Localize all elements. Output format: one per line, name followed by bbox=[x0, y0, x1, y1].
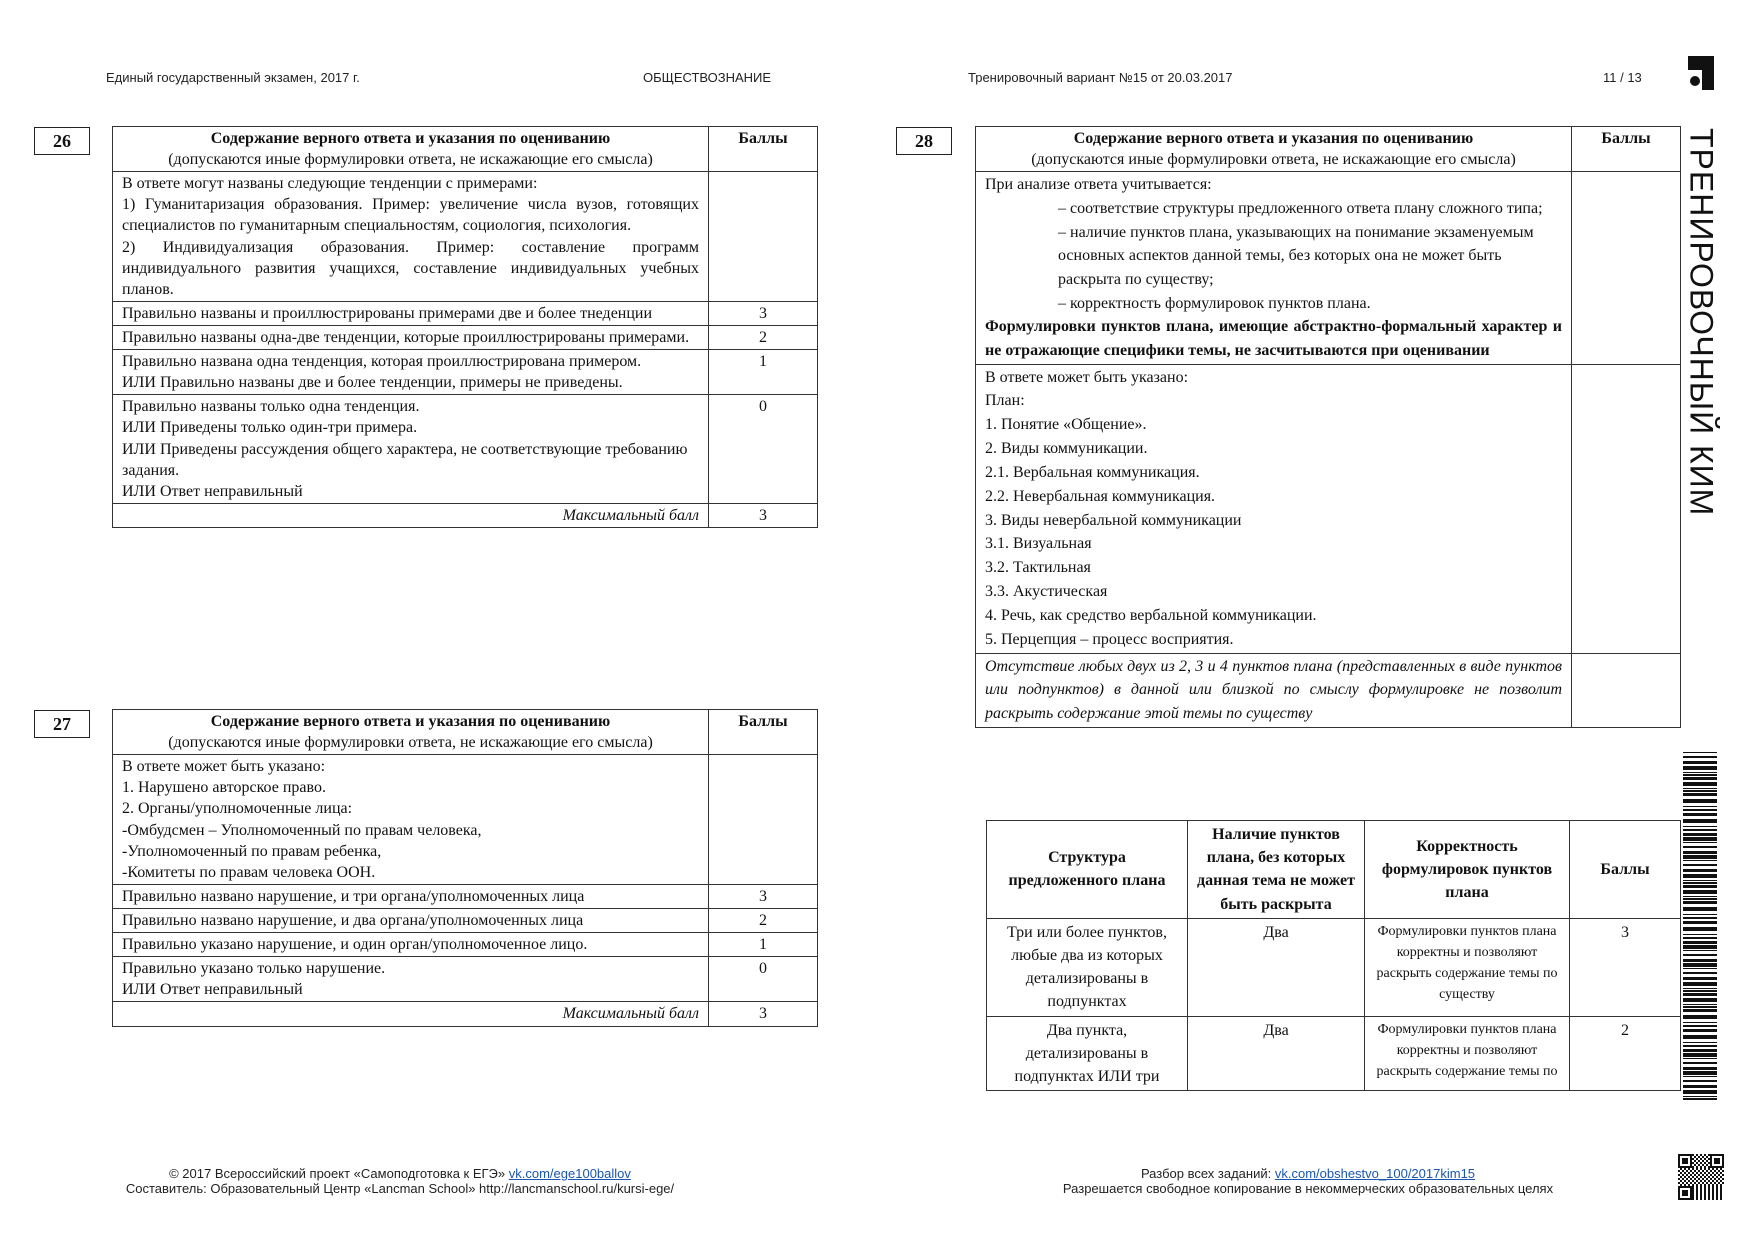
q26-table bbox=[112, 126, 818, 528]
criteria-line: Правильно указано нарушение, и один орган/уполномоченное лицо. bbox=[113, 933, 709, 957]
criteria-row bbox=[113, 395, 818, 504]
criteria-row bbox=[113, 957, 818, 1002]
answer-line: 2) Индивидуализация образования. Пример: составление программ индивидуального развития учащихся, составление индивидуальных учебных планов. bbox=[122, 238, 699, 298]
plan-line: 2.1. Вербальная коммуникация. bbox=[985, 463, 1200, 481]
max-row bbox=[113, 503, 818, 527]
question-number-28: 28 bbox=[896, 127, 952, 155]
grading-row bbox=[987, 918, 1681, 1016]
criteria-line: ИЛИ Приведены рассуждения общего характера, не соответствующие требованию задания. bbox=[122, 440, 688, 479]
header-points: Баллы bbox=[709, 127, 818, 172]
criteria-points: 2 bbox=[709, 325, 818, 349]
plan-line: 2.2. Невербальная коммуникация. bbox=[985, 487, 1216, 505]
footer-copy-note: Разрешается свободное копирование в некоммерческих образовательных целях bbox=[1062, 1181, 1554, 1196]
footer-left bbox=[100, 1166, 700, 1196]
grading-points: 2 bbox=[1570, 1016, 1681, 1091]
plan-row bbox=[976, 364, 1681, 653]
answer-line: -Уполномоченный по правам ребенка, bbox=[122, 842, 382, 860]
grading-presence: Два bbox=[1188, 918, 1365, 1016]
header-title: Содержание верного ответа и указания по оцениванию bbox=[210, 130, 611, 147]
header-subtitle: (допускаются иные формулировки ответа, не искажающие его смысла) bbox=[168, 734, 653, 752]
plan-line: 3.3. Акустическая bbox=[985, 583, 1108, 601]
answer-line: -Омбудсмен – Уполномоченный по правам человека, bbox=[122, 821, 482, 839]
answer-line: 1) Гуманитаризация образования. Пример: увеличение числа вузов, готовящих специалистов по гуманитарным специальностям, социология, психология. bbox=[122, 196, 699, 235]
table-header bbox=[113, 127, 818, 172]
max-label: Максимальный балл bbox=[113, 1002, 709, 1026]
max-row bbox=[113, 1002, 818, 1026]
analysis-intro: При анализе ответа учитывается: bbox=[985, 176, 1212, 194]
footer-review-label: Разбор всех заданий: bbox=[1140, 1166, 1272, 1181]
criteria-line: Правильно указано только нарушение. bbox=[122, 960, 386, 978]
plan-line: 3.1. Визуальная bbox=[985, 535, 1092, 553]
answer-row bbox=[113, 755, 818, 885]
footer-review-link[interactable]: vk.com/obshestvo_100/2017kim15 bbox=[1274, 1166, 1476, 1181]
header-exam-title: Единый государственный экзамен, 2017 г. bbox=[106, 70, 360, 85]
criteria-line: Правильно названо нарушение, и три органа/уполномоченных лица bbox=[113, 884, 709, 908]
qr-code-icon bbox=[1678, 1154, 1724, 1200]
header-page-number: 11 / 13 bbox=[1603, 70, 1642, 85]
criteria-line: Правильно названо нарушение, и два органа/уполномоченных лица bbox=[113, 908, 709, 932]
grading-header-row bbox=[987, 821, 1681, 919]
q28-grading-table bbox=[986, 820, 1681, 1091]
grading-header-correctness: Корректность формулировок пунктов плана bbox=[1365, 821, 1570, 919]
plan-line: 2. Виды коммуникации. bbox=[985, 440, 1148, 458]
analysis-item: – соответствие структуры предложенного ответа плану сложного типа; bbox=[1058, 199, 1543, 217]
criteria-points: 3 bbox=[709, 301, 818, 325]
q27-table bbox=[112, 709, 818, 1027]
criteria-row bbox=[113, 325, 818, 349]
criteria-line: Правильно названы одна-две тенденции, которые проиллюстрированы примерами. bbox=[122, 328, 690, 346]
analysis-item: – корректность формулировок пунктов плана. bbox=[1058, 294, 1371, 312]
criteria-line: Правильно названы только одна тенденция. bbox=[122, 398, 420, 416]
criteria-line: Правильно названа одна тенденция, которая проиллюстрирована примером. bbox=[122, 353, 642, 371]
side-label: ТРЕНИРОВОЧНЫЙ КИМ bbox=[1683, 128, 1720, 517]
grading-row bbox=[987, 1016, 1681, 1091]
grading-structure: Два пункта, детализированы в подпунктах ИЛИ три bbox=[987, 1016, 1188, 1091]
analysis-bold-note: Формулировки пунктов плана, имеющие абстрактно-формальный характер и не отражающие специфики темы, не засчитываются при оценивании bbox=[985, 318, 1562, 359]
grading-correctness: Формулировки пунктов плана корректны и позволяют раскрыть содержание темы по bbox=[1365, 1016, 1570, 1091]
plan-note: Отсутствие любых двух из 2, 3 и 4 пунктов плана (представленных в виде пунктов или подпунктов) в данной или близкой по смыслу формулировке не позволит раскрыть содержание этой темы по существу bbox=[976, 653, 1572, 727]
criteria-row bbox=[113, 301, 818, 325]
analysis-row bbox=[976, 172, 1681, 364]
criteria-line: ИЛИ Ответ неправильный bbox=[122, 981, 303, 999]
question-number-27: 27 bbox=[34, 710, 90, 738]
criteria-points: 1 bbox=[709, 350, 818, 395]
answer-line: 2. Органы/уполномоченные лица: bbox=[122, 800, 353, 818]
header-subtitle: (допускаются иные формулировки ответа, не искажающие его смысла) bbox=[168, 151, 653, 169]
criteria-line: Правильно названы и проиллюстрированы примерами две и более тнеденции bbox=[122, 304, 653, 322]
criteria-line: ИЛИ Приведены только один-три примера. bbox=[122, 419, 418, 437]
grading-header-presence: Наличие пунктов плана, без которых данная тема не может быть раскрыта bbox=[1188, 821, 1365, 919]
header-variant: Тренировочный вариант №15 от 20.03.2017 bbox=[968, 70, 1233, 85]
table-header bbox=[113, 710, 818, 755]
criteria-row bbox=[113, 933, 818, 957]
criteria-row bbox=[113, 350, 818, 395]
answer-line: В ответе могут названы следующие тенденции с примерами: bbox=[122, 175, 538, 193]
max-points: 3 bbox=[709, 503, 818, 527]
question-number-26: 26 bbox=[34, 127, 90, 155]
grading-header-structure: Структура предложенного плана bbox=[987, 821, 1188, 919]
grading-header-points: Баллы bbox=[1570, 821, 1681, 919]
barcode-icon bbox=[1683, 752, 1717, 1102]
footer-right bbox=[1008, 1166, 1608, 1196]
header-title: Содержание верного ответа и указания по оцениванию bbox=[210, 713, 611, 730]
max-points: 3 bbox=[709, 1002, 818, 1026]
header-points: Баллы bbox=[1572, 127, 1681, 172]
answer-line: -Комитеты по правам человека ООН. bbox=[122, 863, 376, 881]
criteria-row bbox=[113, 908, 818, 932]
footer-project-link[interactable]: vk.com/ege100ballov bbox=[508, 1166, 631, 1181]
grading-presence: Два bbox=[1188, 1016, 1365, 1091]
criteria-points: 1 bbox=[709, 933, 818, 957]
q28-table bbox=[975, 126, 1681, 728]
criteria-line: ИЛИ Правильно названы две и более тенденции, примеры не приведены. bbox=[122, 374, 623, 392]
plan-line: 5. Перцепция – процесс восприятия. bbox=[985, 630, 1234, 648]
criteria-points: 0 bbox=[709, 395, 818, 504]
plan-line: 3.2. Тактильная bbox=[985, 559, 1091, 577]
grading-structure: Три или более пунктов, любые два из которых детализированы в подпунктах bbox=[987, 918, 1188, 1016]
answer-line: 1. Нарушено авторское право. bbox=[122, 779, 326, 797]
header-title: Содержание верного ответа и указания по оцениванию bbox=[1073, 130, 1474, 147]
footer-author: Составитель: Образовательный Центр «Lancman School» http://lancmanschool.ru/kursi-ege/ bbox=[125, 1181, 675, 1196]
corner-logo-icon bbox=[1688, 56, 1714, 90]
note-row bbox=[976, 653, 1681, 727]
answer-row bbox=[113, 172, 818, 302]
table-header bbox=[976, 127, 1681, 172]
grading-points: 3 bbox=[1570, 918, 1681, 1016]
criteria-points: 3 bbox=[709, 884, 818, 908]
footer-project: © 2017 Всероссийский проект «Самоподготовка к ЕГЭ» bbox=[169, 1166, 506, 1181]
criteria-row bbox=[113, 884, 818, 908]
answer-line: В ответе может быть указано: bbox=[122, 758, 326, 776]
plan-line: 3. Виды невербальной коммуникации bbox=[985, 511, 1242, 529]
header-points: Баллы bbox=[709, 710, 818, 755]
analysis-item: – наличие пунктов плана, указывающих на понимание экзаменуемым основных аспектов данной темы, без которых она не может быть раскрыта по существу; bbox=[1058, 223, 1534, 288]
grading-correctness: Формулировки пунктов плана корректны и позволяют раскрыть содержание темы по существу bbox=[1365, 918, 1570, 1016]
plan-line: В ответе может быть указано: bbox=[985, 368, 1189, 386]
plan-line: 1. Понятие «Общение». bbox=[985, 416, 1147, 434]
plan-line: 4. Речь, как средство вербальной коммуникации. bbox=[985, 606, 1317, 624]
header-subject: ОБЩЕСТВОЗНАНИЕ bbox=[643, 70, 772, 85]
plan-line: План: bbox=[985, 392, 1025, 410]
criteria-line: ИЛИ Ответ неправильный bbox=[122, 482, 303, 500]
max-label: Максимальный балл bbox=[113, 503, 709, 527]
header-subtitle: (допускаются иные формулировки ответа, не искажающие его смысла) bbox=[1031, 151, 1516, 169]
criteria-points: 0 bbox=[709, 957, 818, 1002]
criteria-points: 2 bbox=[709, 908, 818, 932]
